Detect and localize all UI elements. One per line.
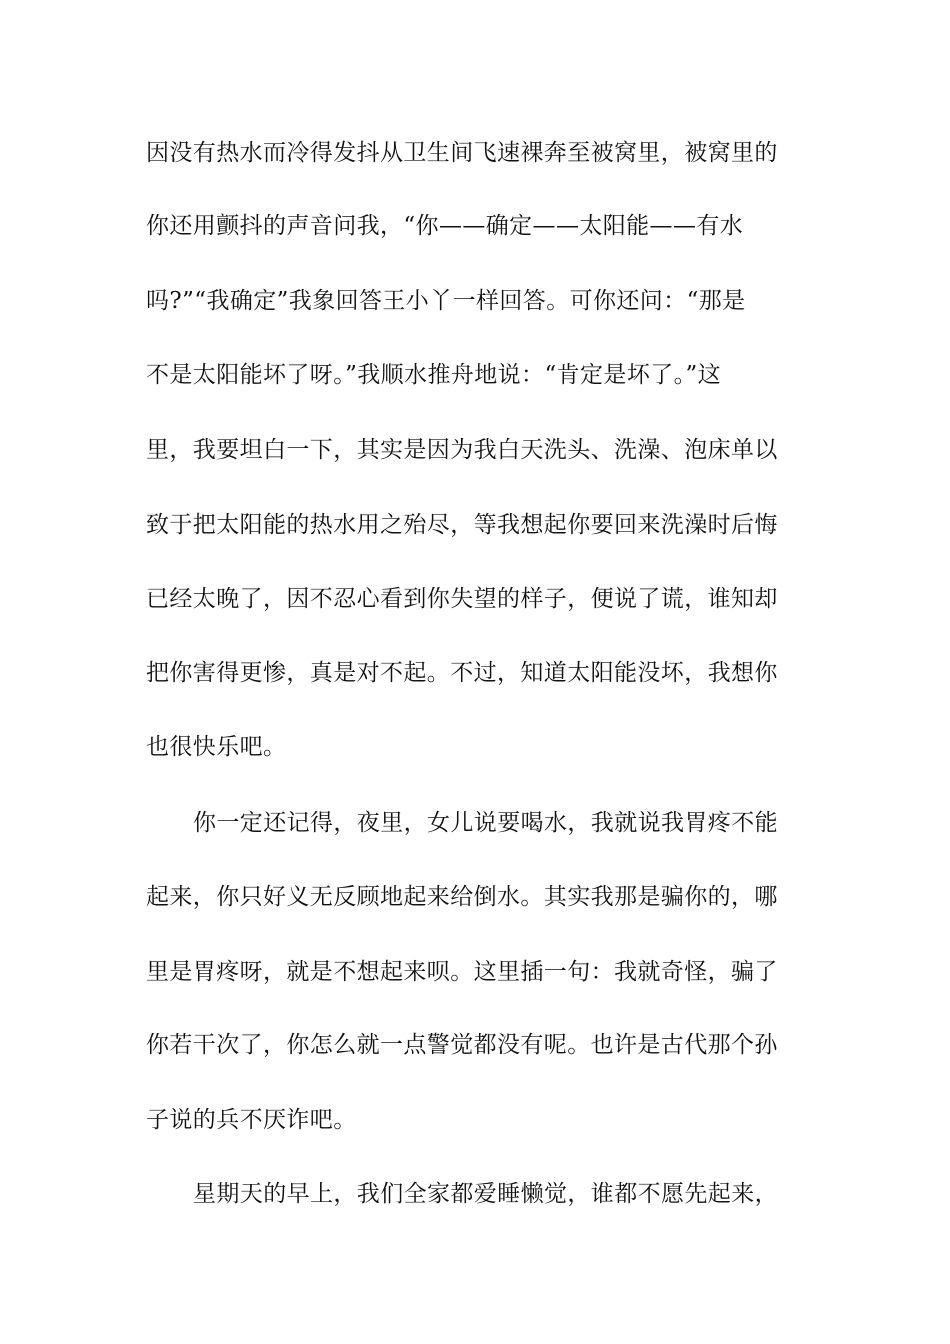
text-line: 子说的兵不厌诈吧。 bbox=[146, 1107, 357, 1133]
text-line: 也很快乐吧。 bbox=[146, 734, 287, 760]
text-line: 起来，你只好义无反顾地起来给倒水。其实我那是骗你的，哪 bbox=[146, 884, 778, 910]
text-line: 你还用颤抖的声音问我，“你——确定——太阳能——有水 bbox=[146, 213, 744, 239]
text-line: 你若干次了，你怎么就一点警觉都没有呢。也许是古代那个孙 bbox=[146, 1032, 778, 1058]
text-line: 里是胃疼呀，就是不想起来呗。这里插一句：我就奇怪，骗了 bbox=[146, 959, 778, 985]
text-line: 已经太晚了，因不忍心看到你失望的样子，便说了谎，谁知却 bbox=[146, 586, 778, 612]
text-line: 因没有热水而冷得发抖从卫生间飞速裸奔至被窝里，被窝里的 bbox=[146, 140, 778, 166]
text-line: 里，我要坦白一下，其实是因为我白天洗头、洗澡、泡床单以 bbox=[146, 437, 778, 463]
text-line: 吗?”“我确定”我象回答王小丫一样回答。可你还问：“那是 bbox=[146, 288, 746, 314]
text-line: 致于把太阳能的热水用之殆尽，等我想起你要回来洗澡时后悔 bbox=[146, 512, 778, 538]
text-line: 不是太阳能坏了呀。”我顺水推舟地说：“肯定是坏了。”这 bbox=[146, 362, 722, 388]
paragraph-start-line: 星期天的早上，我们全家都爱睡懒觉，谁都不愿先起来， bbox=[193, 1181, 778, 1207]
text-line: 把你害得更惨，真是对不起。不过，知道太阳能没坏，我想你 bbox=[146, 660, 778, 686]
paragraph-start-line: 你一定还记得，夜里，女儿说要喝水，我就说我胃疼不能 bbox=[193, 810, 778, 836]
